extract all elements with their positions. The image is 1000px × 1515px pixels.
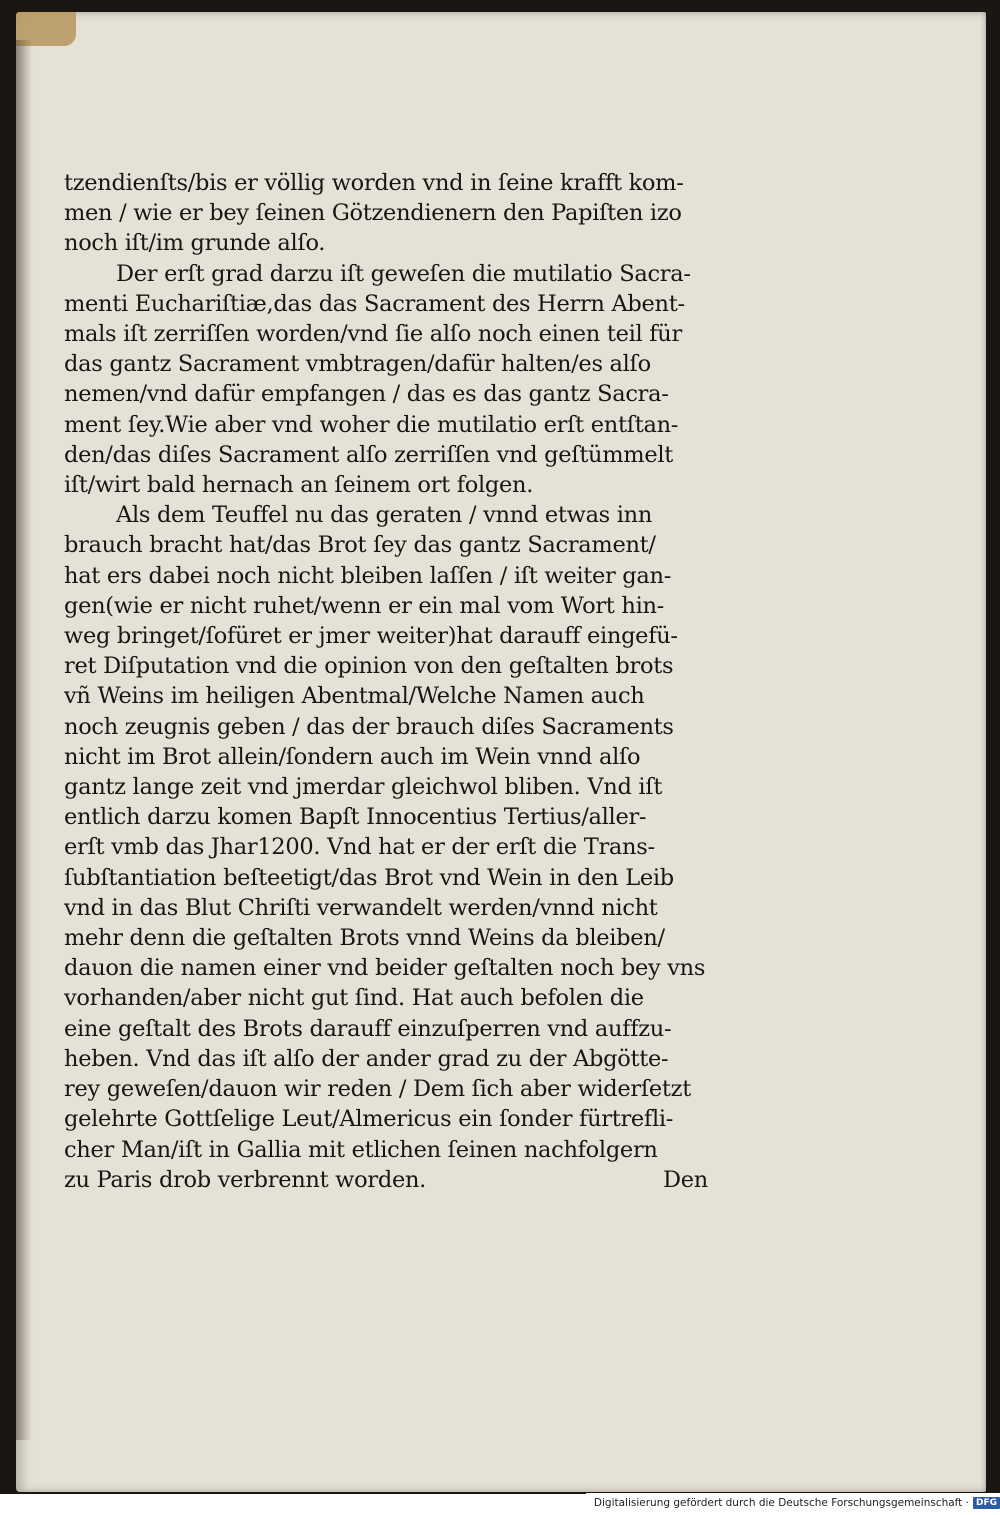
text-line: brauch bracht hat/das Brot ſey das gantz Sacrament/ — [64, 532, 656, 559]
text-line: heben. Vnd das iſt alſo der ander grad zu der Abgötte- — [64, 1045, 669, 1072]
text-line: das gantz Sacrament vmbtragen/dafür halten/es alſo — [64, 351, 651, 378]
text-line: Der erſt grad darzu iſt geweſen die mutilatio Sacra- — [116, 260, 691, 287]
text-line: erſt vmb das Jhar1200. Vnd hat er der erſt die Trans- — [64, 834, 655, 861]
text-line: rey geweſen/dauon wir reden / Dem ſich aber widerſetzt — [64, 1076, 691, 1103]
spine-shadow — [16, 40, 32, 1440]
text-line: eine geſtalt des Brots darauff einzuſperren vnd auffzu- — [64, 1015, 672, 1042]
text-line: hat ers dabei noch nicht bleiben laſſen / iſt weiter gan- — [64, 562, 672, 589]
text-line: men / wie er bey ſeinen Götzendienern den Papiſten izo — [64, 200, 682, 227]
text-line: noch zeugnis geben / das der brauch diſes Sacraments — [64, 713, 674, 740]
text-line: noch iſt/im grunde alſo. — [64, 230, 326, 257]
dfg-logo: DFG — [973, 1497, 1000, 1509]
text-line: menti Euchariſtiæ,das das Sacrament des Herrn Abent- — [64, 290, 685, 317]
text-line: zu Paris drob verbrennt worden. — [64, 1166, 427, 1193]
text-line: ment ſey.Wie aber vnd woher die mutilatio erſt entſtan- — [64, 411, 679, 438]
catchword: Den — [663, 1166, 708, 1193]
text-line: gelehrte Gottſelige Leut/Almericus ein ſonder fürtrefli- — [64, 1106, 674, 1133]
text-line: mehr denn die geſtalten Brots vnnd Weins da bleiben/ — [64, 925, 665, 952]
text-line: nemen/vnd dafür empfangen / das es das gantz Sacra- — [64, 381, 669, 408]
text-line: gantz lange zeit vnd jmerdar gleichwol bliben. Vnd iſt — [64, 774, 663, 801]
text-line: weg bringet/ſofüret er jmer weiter)hat darauff eingefü- — [64, 623, 678, 650]
text-line-final — [64, 1165, 724, 1195]
text-line: gen(wie er nicht ruhet/wenn er ein mal vom Wort hin- — [64, 592, 664, 619]
footer-text: Digitalisierung gefördert durch die Deutsche Forschungsgemeinschaft · — [593, 1497, 969, 1509]
text-line: cher Man/iſt in Gallia mit etlichen ſeinen nachfolgern — [64, 1136, 658, 1163]
text-line: ſubſtantiation beſteetigt/das Brot vnd Wein in den Leib — [64, 864, 674, 891]
text-line: vnd in das Blut Chriſti verwandelt werden/vnnd nicht — [64, 894, 658, 921]
text-line: tzendienſts/bis er völlig worden vnd in ſeine krafft kom- — [64, 170, 684, 196]
text-line: mals iſt zerriſſen worden/vnd ſie alſo noch einen teil für — [64, 321, 682, 348]
text-line: nicht im Brot allein/ſondern auch im Wein vnnd alſo — [64, 743, 641, 770]
text-line: iſt/wirt bald hernach an ſeinem ort folgen. — [64, 472, 534, 499]
page-text — [64, 168, 724, 1195]
text-line: ret Diſputation vnd die opinion von den geſtalten brots — [64, 653, 674, 680]
text-line: entlich darzu komen Bapſt Innocentius Tertius/aller- — [64, 804, 647, 831]
funding-footer — [586, 1493, 1000, 1513]
text-line: vñ Weins im heiligen Abentmal/Welche Namen auch — [64, 683, 645, 710]
text-line: den/das diſes Sacrament alſo zerriſſen vnd geſtümmelt — [64, 441, 673, 468]
text-line: vorhanden/aber nicht gut ſind. Hat auch befolen die — [64, 985, 644, 1012]
text-line: dauon die namen einer vnd beider geſtalten noch bey vns — [64, 955, 706, 982]
text-line: Als dem Teuffel nu das geraten / vnnd etwas inn — [116, 502, 653, 529]
